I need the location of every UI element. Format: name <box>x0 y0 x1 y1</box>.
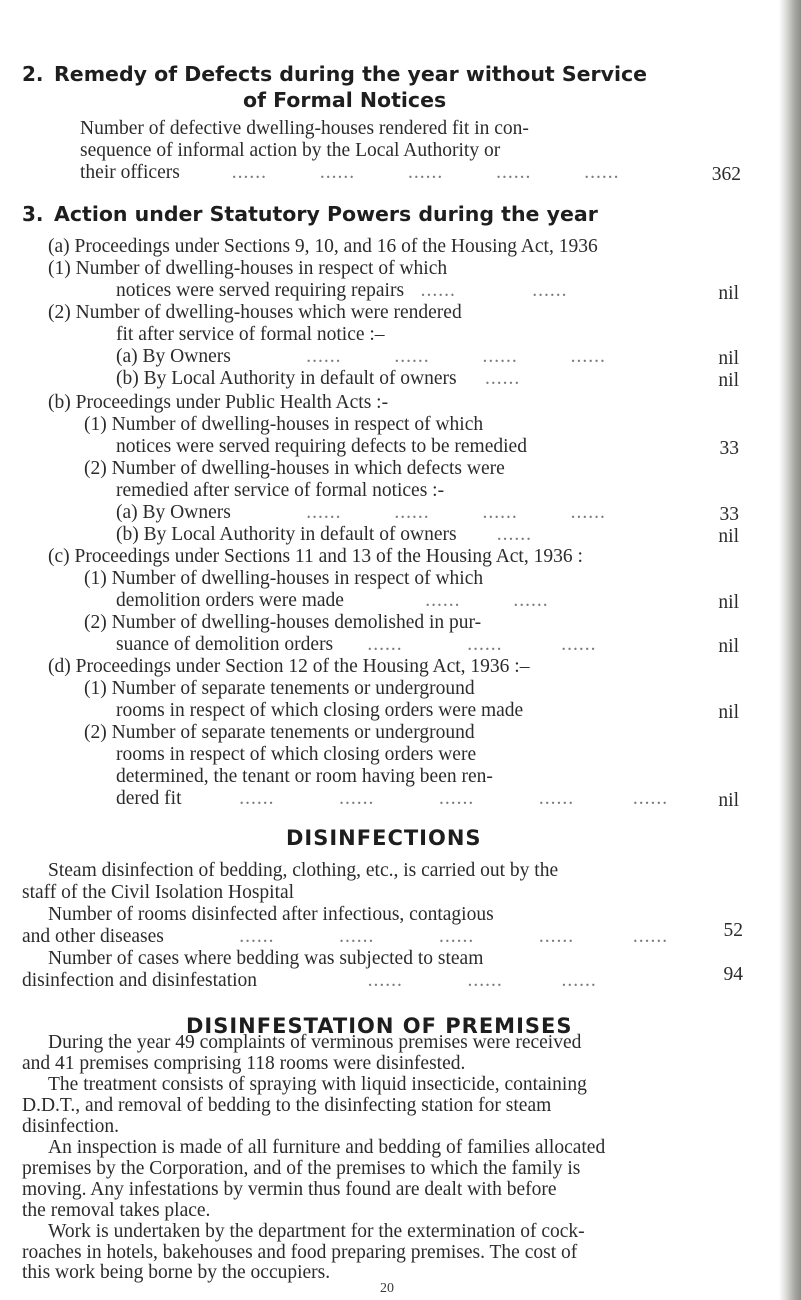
leader-dots: ...... ...... <box>408 280 568 301</box>
section-3c1-line1: (1) Number of dwelling-houses in respect of which <box>84 568 484 589</box>
section-3d1-value: nil <box>718 702 739 723</box>
disinfestation-line12: this work being borne by the occupiers. <box>22 1262 331 1283</box>
disinfections-p2-line1: Number of rooms disinfected after infectious, contagious <box>48 904 494 925</box>
section-3b1-line1: (1) Number of dwelling-houses in respect of which <box>84 414 484 435</box>
leader-dots: ...... ...... ...... ...... <box>235 346 606 367</box>
section-3b2-line1: (2) Number of dwelling-houses in which defects were <box>84 458 505 479</box>
page-number: 20 <box>380 1281 394 1296</box>
section-3c2-line1: (2) Number of dwelling-houses demolished in pur- <box>84 612 482 633</box>
leader-dots: ...... ...... ...... ...... <box>235 502 606 523</box>
section-3c1-line2 <box>116 590 549 612</box>
section-3b1-value: 33 <box>719 438 739 459</box>
section-3b1-line2: notices were served requiring defects to be remedied <box>116 436 527 457</box>
section-2-title-line1: Remedy of Defects during the year without Service <box>54 62 648 86</box>
section-3a2a-label: (a) By Owners <box>116 346 231 367</box>
disinfestation-line9: the removal takes place. <box>22 1200 211 1221</box>
section-3d2-line1: (2) Number of separate tenements or underground <box>84 722 475 743</box>
section-3b2b-value: nil <box>718 526 739 547</box>
disinfestation-line4: D.D.T., and removal of bedding to the disinfecting station for steam <box>22 1095 552 1116</box>
disinfections-p3-line2-text: disinfection and disinfestation <box>22 970 258 991</box>
disinfestation-line11: roaches in hotels, bakehouses and food preparing premises. The cost of <box>22 1242 578 1263</box>
leader-dots: ...... <box>461 524 533 545</box>
disinfestation-line5: disinfection. <box>22 1116 119 1137</box>
disinfections-p3-line1: Number of cases where bedding was subjected to steam <box>48 948 484 969</box>
section-2-title-line2: of Formal Notices <box>243 88 447 112</box>
section-3a2b <box>116 368 520 390</box>
disinfections-p1-line1: Steam disinfection of bedding, clothing, etc., is carried out by the <box>48 860 559 881</box>
leader-dots: ...... ...... ...... ...... ...... <box>168 926 669 947</box>
section-3a1-line2-text: notices were served requiring repairs <box>116 280 405 301</box>
section-3a2b-value: nil <box>718 370 739 391</box>
section-3b2a-value: 33 <box>719 504 739 525</box>
section-3b2b <box>116 524 532 546</box>
section-3b2a-label: (a) By Owners <box>116 502 231 523</box>
section-3d1-line2: rooms in respect of which closing orders were made <box>116 700 524 721</box>
disinfestation-line3: The treatment consists of spraying with liquid insecticide, containing <box>48 1074 587 1095</box>
section-3-title: Action under Statutory Powers during the year <box>54 202 598 226</box>
section-2-number: 2. <box>22 62 44 86</box>
section-3a2b-label: (b) By Local Authority in default of owners <box>116 368 457 389</box>
disinfections-p2-line2 <box>22 926 668 948</box>
section-3d2-value: nil <box>718 790 739 811</box>
section-3c2-line2 <box>116 634 597 656</box>
section-2-value: 362 <box>711 164 741 185</box>
section-3c2-line2-text: suance of demolition orders <box>116 634 334 655</box>
section-3d2-line4 <box>116 788 668 810</box>
disinfections-p1-line2: staff of the Civil Isolation Hospital <box>22 882 295 903</box>
disinfections-p2-line2-text: and other diseases <box>22 926 164 947</box>
disinfestation-line2: and 41 premises comprising 118 rooms were disinfested. <box>22 1053 466 1074</box>
page-edge-shadow <box>779 0 801 1300</box>
section-3a1-line1: (1) Number of dwelling-houses in respect of which <box>48 258 448 279</box>
section-3a2a <box>116 346 606 368</box>
leader-dots: ...... <box>461 368 521 389</box>
section-2-text-line1: Number of defective dwelling-houses rendered fit in con- <box>80 118 529 139</box>
section-3c1-value: nil <box>718 592 739 613</box>
section-3a1-value: nil <box>718 283 739 304</box>
section-3b-heading: (b) Proceedings under Public Health Acts :- <box>48 392 389 413</box>
section-3d2-line2: rooms in respect of which closing orders were <box>116 744 477 765</box>
section-3a2-line1: (2) Number of dwelling-houses which were rendered <box>48 302 462 323</box>
disinfections-p3-line2 <box>22 970 597 992</box>
section-3b2-line2: remedied after service of formal notices :- <box>116 480 445 501</box>
section-3a2a-value: nil <box>718 348 739 369</box>
section-3d-heading: (d) Proceedings under Section 12 of the Housing Act, 1936 :– <box>48 656 530 677</box>
section-3b2a <box>116 502 606 524</box>
section-3c-heading: (c) Proceedings under Sections 11 and 13 of the Housing Act, 1936 : <box>48 546 583 567</box>
section-2-text-line3 <box>80 162 619 184</box>
section-3a1-line2 <box>116 280 568 302</box>
section-3d2-line4-text: dered fit <box>116 788 182 809</box>
disinfestation-line10: Work is undertaken by the department for the extermination of cock- <box>48 1221 585 1242</box>
disinfestation-line8: moving. Any infestations by vermin thus found are dealt with before <box>22 1179 557 1200</box>
section-2-heading <box>22 62 44 86</box>
section-3d1-line1: (1) Number of separate tenements or underground <box>84 678 475 699</box>
section-2-text-line3-label: their officers <box>80 162 180 183</box>
section-3c1-line2-text: demolition orders were made <box>116 590 344 611</box>
disinfections-p2-value: 52 <box>723 920 743 941</box>
disinfestation-heading: DISINFESTATION OF PREMISES <box>186 1014 573 1038</box>
section-3-number: 3. <box>22 202 44 226</box>
section-3b2b-label: (b) By Local Authority in default of owners <box>116 524 457 545</box>
section-3c2-value: nil <box>718 636 739 657</box>
section-3a2-line2: fit after service of formal notice :– <box>116 324 385 345</box>
disinfections-heading: DISINFECTIONS <box>286 826 482 850</box>
disinfestation-line6: An inspection is made of all furniture and bedding of families allocated <box>48 1137 606 1158</box>
section-3d2-line3: determined, the tenant or room having been ren- <box>116 766 493 787</box>
disinfections-p3-value: 94 <box>723 964 743 985</box>
section-3a-heading: (a) Proceedings under Sections 9, 10, and 16 of the Housing Act, 1936 <box>48 236 598 257</box>
leader-dots: ...... ...... <box>348 590 549 611</box>
disinfestation-line1: During the year 49 complaints of verminous premises were received <box>48 1032 582 1053</box>
disinfestation-line7: premises by the Corporation, and of the premises to which the family is <box>22 1158 581 1179</box>
leader-dots: ...... ...... ...... <box>261 970 597 991</box>
leader-dots: ...... ...... ...... ...... ...... <box>186 788 669 809</box>
leader-dots: ...... ...... ...... <box>338 634 597 655</box>
section-2-text-line2: sequence of informal action by the Local Authority or <box>80 140 501 161</box>
leader-dots: ...... ...... ...... ...... ...... <box>184 162 620 183</box>
